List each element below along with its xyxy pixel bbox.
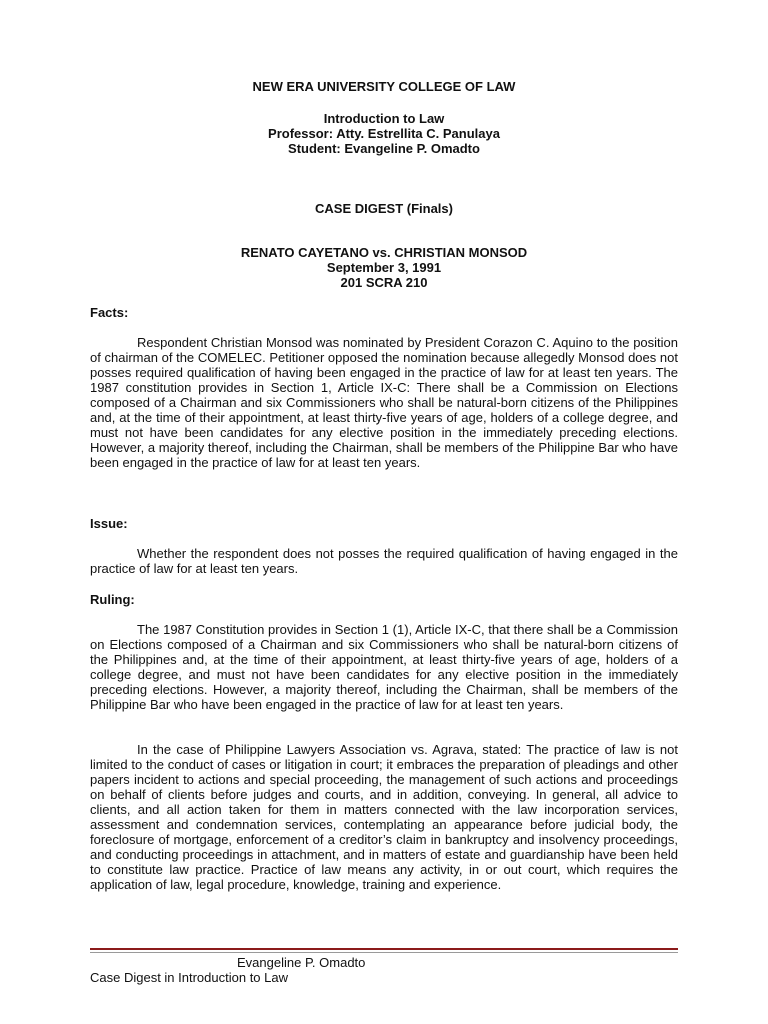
case-date: September 3, 1991: [326, 260, 442, 275]
case-citation: 201 SCRA 210: [340, 275, 428, 290]
university-heading: NEW ERA UNIVERSITY COLLEGE OF LAW: [252, 79, 516, 94]
facts-paragraph: Respondent Christian Monsod was nominated by President Corazon C. Aquino to the position of chairman of the COMELEC. Petitioner opposed the nomination because allegedly Monsod does not posses required qualification of having been engaged in the practice of law for at least ten years. The 1987 constitution provides in Section 1, Article IX-C: There shall be a Commission on Elections composed of a Chairman and six Commissioners who shall be natural-born citizens of the Philippines and, at the time of their appointment, at least thirty-five years of age, holders of a college degree, and must not have been candidates for any elective position in the immediately preceding elections. However, a majority thereof, including the Chairman, shall be members of the Philippine Bar who have been engaged in the practice of law for at least ten years.: [90, 335, 678, 470]
digest-title: CASE DIGEST (Finals): [315, 201, 453, 216]
footer-rule-gray: [90, 952, 678, 953]
facts-heading: Facts:: [90, 305, 129, 320]
student-line: Student: Evangeline P. Omadto: [288, 141, 480, 156]
footer-rule: [90, 948, 678, 953]
course-title: Introduction to Law: [323, 111, 445, 126]
ruling-paragraph-1: The 1987 Constitution provides in Section 1 (1), Article IX-C, that there shall be a Commission on Elections composed of a Chairman and six Commissioners who shall be natural-born citizens of the Philippines and, at the time of their appointment, at least thirty-five years of age, holders of a college degree, and must not have been candidates for any elective position in the immediately preceding elections. However, a majority thereof, including the Chairman, shall be members of the Philippine Bar who have been engaged in the practice of law for at least ten years.: [90, 622, 678, 712]
case-heading-block: [0, 245, 768, 290]
footer-subtitle: Case Digest in Introduction to Law: [90, 970, 288, 985]
issue-heading: Issue:: [90, 516, 128, 531]
course-info-block: [0, 111, 768, 156]
footer-rule-red: [90, 948, 678, 950]
issue-paragraph: Whether the respondent does not posses the required qualification of having engaged in the practice of law for at least ten years.: [90, 546, 678, 576]
professor-line: Professor: Atty. Estrellita C. Panulaya: [268, 126, 500, 141]
footer-author: Evangeline P. Omadto: [237, 955, 366, 970]
ruling-heading: Ruling:: [90, 592, 135, 607]
case-title: RENATO CAYETANO vs. CHRISTIAN MONSOD: [240, 245, 528, 260]
ruling-paragraph-2: In the case of Philippine Lawyers Association vs. Agrava, stated: The practice of law is not limited to the conduct of cases or litigation in court; it embraces the preparation of pleadings and other papers incident to actions and special proceeding, the management of such actions and proceedings on behalf of clients before judges and courts, and in addition, conveying. In general, all advice to clients, and all action taken for them in matters connected with the law incorporation services, assessment and condemnation services, contemplating an appearance before judicial body, the foreclosure of mortgage, enforcement of a creditor’s claim in bankruptcy and insolvency proceedings, and conducting proceedings in attachment, and in matters of estate and guardianship have been held to constitute law practice. Practice of law means any activity, in or out court, which requires the application of law, legal procedure, knowledge, training and experience.: [90, 742, 678, 892]
